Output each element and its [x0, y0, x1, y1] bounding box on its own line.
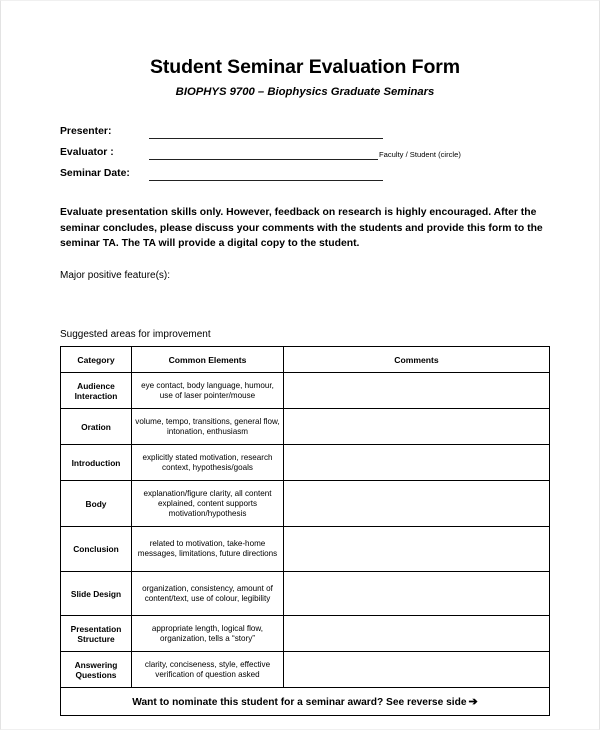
- presenter-label: Presenter:: [60, 126, 112, 138]
- nominate-award-text: Want to nominate this student for a seminar award? See reverse side: [132, 697, 467, 709]
- field-row-presenter: [60, 124, 550, 145]
- seminar-date-label: Seminar Date:: [60, 168, 130, 180]
- table-row: [61, 409, 550, 445]
- table-row: [61, 527, 550, 572]
- category-cell: Oration: [61, 409, 132, 445]
- header-category: Category: [61, 347, 132, 373]
- category-cell: Answering Questions: [61, 652, 132, 688]
- elements-cell: explicitly stated motivation, research context, hypothesis/goals: [132, 445, 284, 481]
- table-header-row: [61, 347, 550, 373]
- evaluator-label: Evaluator :: [60, 147, 114, 159]
- category-cell: Presentation Structure: [61, 616, 132, 652]
- comments-cell[interactable]: [284, 527, 550, 572]
- table-row: [61, 572, 550, 616]
- table-body: [61, 373, 550, 716]
- comments-cell[interactable]: [284, 616, 550, 652]
- elements-cell: eye contact, body language, humour, use of laser pointer/mouse: [132, 373, 284, 409]
- category-cell: Body: [61, 481, 132, 527]
- instructions-paragraph: Evaluate presentation skills only. However, feedback on research is highly encouraged. After the seminar concludes, please discuss your comments with the students and provide this form to the seminar TA. The TA will provide a digital copy to the student.: [60, 207, 543, 250]
- comments-cell[interactable]: [284, 445, 550, 481]
- form-fields: [60, 124, 550, 187]
- comments-cell[interactable]: [284, 652, 550, 688]
- comments-cell[interactable]: [284, 481, 550, 527]
- table-row: [61, 481, 550, 527]
- category-cell: Slide Design: [61, 572, 132, 616]
- page-subtitle: BIOPHYS 9700 – Biophysics Graduate Seminars: [175, 86, 435, 99]
- comments-cell[interactable]: [284, 373, 550, 409]
- nominate-award-banner[interactable]: [61, 688, 550, 716]
- field-row-seminar-date: [60, 166, 550, 187]
- elements-cell: appropriate length, logical flow, organization, tells a “story”: [132, 616, 284, 652]
- header-common-elements: Common Elements: [132, 347, 284, 373]
- table-row: [61, 616, 550, 652]
- comments-cell[interactable]: [284, 409, 550, 445]
- field-row-evaluator: [60, 145, 550, 166]
- table-row: [61, 373, 550, 409]
- presenter-input-line[interactable]: [149, 138, 383, 139]
- document-content: [60, 1, 550, 716]
- evaluation-table: [60, 346, 550, 716]
- major-positive-features-label: Major positive feature(s):: [60, 270, 171, 282]
- elements-cell: explanation/figure clarity, all content explained, content supports motivation/hypothesis: [132, 481, 284, 527]
- category-cell: Introduction: [61, 445, 132, 481]
- evaluator-input-line[interactable]: [149, 159, 378, 160]
- comments-cell[interactable]: [284, 572, 550, 616]
- suggested-areas-label: Suggested areas for improvement: [60, 329, 211, 341]
- faculty-student-circle-note[interactable]: Faculty / Student (circle): [379, 150, 461, 160]
- header-comments: Comments: [284, 347, 550, 373]
- table-row: [61, 445, 550, 481]
- right-arrow-icon: ➔: [468, 696, 478, 709]
- elements-cell: volume, tempo, transitions, general flow, intonation, enthusiasm: [132, 409, 284, 445]
- elements-cell: organization, consistency, amount of content/text, use of colour, legibility: [132, 572, 284, 616]
- elements-cell: related to motivation, take-home messages, limitations, future directions: [132, 527, 284, 572]
- category-cell: Conclusion: [61, 527, 132, 572]
- page-title: Student Seminar Evaluation Form: [149, 56, 461, 78]
- elements-cell: clarity, conciseness, style, effective verification of question asked: [132, 652, 284, 688]
- table-footer-row: [61, 688, 550, 716]
- seminar-date-input-line[interactable]: [149, 180, 383, 181]
- table-row: [61, 652, 550, 688]
- category-cell: Audience Interaction: [61, 373, 132, 409]
